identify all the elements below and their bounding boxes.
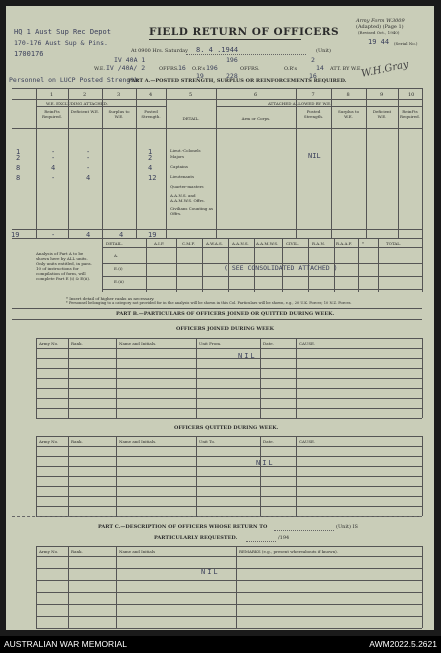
analysis-rule [102,247,422,248]
table-row-rule [36,358,422,359]
analysis-note: ( SEE CONSOLIDATED ATTACHED ) [224,264,338,272]
grid-line [331,88,332,238]
table-head: Name and Initials. [119,439,157,444]
column-number: 3 [117,92,121,98]
row-cell: - [51,148,56,156]
table-vline [116,338,117,418]
column-number: 1 [50,92,54,98]
detail-item: Quarter-masters [170,184,204,189]
table-rule [36,546,422,547]
table-row-rule [36,616,422,617]
row-cell: 2 [16,154,21,162]
table-vline [236,546,237,628]
table-vline [260,338,261,418]
grid-line [68,88,69,238]
part-c-unit-is: (Unit) IS [336,524,358,530]
row-cell: 1 [148,148,153,156]
serial-label: (Serial No.) [394,41,418,46]
analysis-row-rule [102,289,422,290]
row-cell: - [86,154,91,162]
analysis-label: Analysis of Part A to be shown here by ALL units. Only units entitled, in para. 10 of instructions for compilation of form, will complete Part E (i) & E(ii). [36,251,92,281]
row-cell: 12 [148,174,157,182]
table-vline [422,546,423,628]
joined-title: OFFICERS JOINED DURING WEEK [176,326,274,332]
analysis-vline [358,238,359,292]
joined-nil: NIL [238,352,257,360]
ors-label-2: O.R's [284,66,298,72]
table-row-rule [36,368,422,369]
quitted-title: OFFICERS QUITTED DURING WEEK. [174,425,279,431]
we-excluding-header: W.E. EXCLUDING ATTACHED. [46,101,109,106]
total-cell: 19 [148,231,157,239]
analysis-head: R.A.N. [312,241,325,246]
column-number: 4 [149,92,153,98]
table-vline [260,436,261,516]
table-row-rule [36,418,422,419]
table-head: Rank. [71,549,83,554]
part-c-rule [12,516,422,517]
analysis-vline [378,238,379,292]
ors-value-3: 2 [311,56,315,64]
row-cell: 1 [16,148,21,156]
grid-line [136,88,137,238]
table-head: CAUSE. [299,439,316,444]
typed-note: Personnel on LUCP Posted Strength [9,76,139,84]
table-row-rule [36,580,422,581]
analysis-row-rule [102,276,422,277]
table-row-rule [36,388,422,389]
table-vline [296,338,297,418]
analysis-vline [146,238,147,292]
analysis-head: TOTAL. [386,241,402,246]
row-cell: 2 [148,154,153,162]
table-head: Army No. [39,341,59,346]
offrs-label-2: OFFRS. [240,66,260,72]
col-head-rule [12,128,422,129]
table-head: Army No. [39,549,59,554]
att-value: 14 [316,64,324,72]
att-label: ATT. BY W.E. [330,66,363,72]
col-head: Deficient W.E. [372,109,392,119]
table-vline [296,436,297,516]
part-c-year: /194 [278,535,290,541]
table-row-rule [36,486,422,487]
analysis-head: C.M.F. [182,241,195,246]
we-label: W.E. [94,66,106,72]
table-row-rule [36,456,422,457]
offrs-label: OFFRS. [159,66,179,72]
grid-line [102,88,103,238]
part-a-top-rule [12,88,422,89]
table-vline [68,436,69,516]
total-cell: 19 [11,231,20,239]
grid-line [398,88,399,238]
table-head: CAUSE. [299,341,316,346]
analysis-head: CIVIL. [286,241,300,246]
table-row-rule [36,476,422,477]
table-rule [36,348,422,349]
part-c-unit-line [274,530,334,531]
we-value-2: IV /40A/ 2 [106,64,146,72]
column-number: 9 [380,92,384,98]
part-b-rule-2 [12,319,422,320]
table-rule [36,446,422,447]
total-cell: 4 [86,231,91,239]
ors-value-2: 228 [226,72,238,80]
grid-line [166,88,167,238]
footer-left: AUSTRALIAN WAR MEMORIAL [4,639,127,649]
grid-line [36,88,37,238]
table-vline [422,436,423,516]
col-head: Posted Strength. [141,109,161,119]
row-cell: 4 [86,174,91,182]
offrs-value: 16 [178,64,186,72]
table-row-rule [36,466,422,467]
table-row-rule [36,604,422,605]
archive-footer [0,636,441,653]
grid-line [422,88,423,238]
table-row-rule [36,408,422,409]
table-vline [68,338,69,418]
table-rule [36,556,422,557]
table-head: Rank. [71,439,83,444]
ors-label: O.R's [192,66,206,72]
table-row-rule [36,628,422,629]
form-title: FIELD RETURN OF OFFICERS [149,26,340,38]
totals-rule [12,229,422,230]
offrs-value-2: 19 [196,72,204,80]
col-head: Posted Strength. [303,109,324,119]
col-head: Deficient W.E. [70,109,100,114]
table-vline [36,338,37,418]
row-cell: - [86,164,91,172]
col-head: Reinf'ts Required. [42,109,62,119]
analysis-vline [202,238,203,292]
table-vline [196,436,197,516]
col-head: DETAIL. [182,116,200,121]
att-header-rule [216,106,422,107]
part-c-date-line [246,541,276,542]
detail-item: A.A.N.S. and A.A.M.W.S. Offrs. [170,193,205,203]
analysis-head: * [362,241,364,246]
table-vline [68,546,69,628]
col-head: Surplus to W.E. [338,109,359,119]
part-a-title: PART A.—POSTED STRENGTH, SURPLUS OR REINFORCEMENTS REQUIRED. [128,78,347,84]
analysis-row-label: A. [114,253,119,258]
form-number: Army Form W.3009 [356,18,405,24]
return-date: 8. 4 .1944 [196,46,239,54]
row-cell: - [86,148,91,156]
table-vline [422,338,423,418]
form-sheet [6,6,434,630]
detail-item: Lieutenants [170,174,195,179]
analysis-head: A.W.A.S. [206,241,223,246]
date-line [186,54,306,55]
form-adapted: (Adapted) (Page 1) [356,24,404,30]
table-row-rule [36,506,422,507]
row-cell: - [51,154,56,162]
footnote-2: * Personnel belonging to a category not provided for in the analysis will be shown in this Col. Particulars will be shown, e.g., 20 U.K. Forces; 10 N.Z. Forces. [66,301,352,305]
footer-right: AWM2022.5.2621 [369,639,437,649]
we-header-rule [36,106,166,107]
row-cell: 4 [51,164,56,172]
ors-value-4: 16 [309,72,317,80]
part-c-title: PART C.—DESCRIPTION OF OFFICERS WHOSE RETURN TO [98,524,268,530]
detail-item: Majors [170,154,185,159]
attached-allowed-header: ATTACHED ALLOWED BY W.E. [268,101,332,106]
col-head: Surplus to W.E. [108,109,130,119]
table-rule [36,436,422,437]
row-cell: 8 [16,164,21,172]
grid-line [366,88,367,238]
analysis-head: A.A.N.S. [232,241,249,246]
ors-value-1b: 196 [206,64,218,72]
table-head: Unit To. [199,439,216,444]
analysis-head: R.A.A.F. [336,241,353,246]
row-cell: 8 [16,174,21,182]
column-number: 5 [189,92,193,98]
signature: W.H.Gray [360,59,410,80]
unit-label: (Unit) [316,48,331,54]
we-value-1: IV 40A 1 [114,56,146,64]
part-c-nil: NIL [201,568,220,576]
table-vline [116,436,117,516]
form-revised: (Revised Oct., 1940) [358,30,400,35]
table-head: Rank. [71,341,83,346]
at-label: At 0900 Hrs. Saturday [131,48,188,54]
analysis-top-rule [12,238,422,239]
row-cell: - [51,174,56,182]
detail-item: Lieut.-Colonels [170,148,201,153]
column-number: 7 [311,92,315,98]
footnote-1: * Insert detail of higher ranks as necessary. [66,296,155,301]
column-number: 8 [346,92,350,98]
table-head: Name and Initials [119,549,156,554]
title-underline [149,39,301,40]
part-c-requested: PARTICULARLY REQUESTED. [154,535,238,541]
grid-line [296,88,297,238]
colnum-rule [12,99,422,100]
part-b-rule [12,308,422,309]
analysis-head: A.I.F. [154,241,165,246]
table-row-rule [36,592,422,593]
table-vline [36,436,37,516]
row-cell: 4 [148,164,153,172]
detail-item: Captains [170,164,188,169]
column-number: 2 [83,92,87,98]
table-row-rule [36,496,422,497]
analysis-head: A.A.M.W.S. [256,241,279,246]
table-row-rule [36,378,422,379]
total-cell: - [51,231,56,239]
analysis-row-label: E.(ii) [114,279,124,284]
column-number: 10 [408,92,415,98]
analysis-head: DETAIL. [106,241,123,246]
table-head: Name and Initials. [119,341,157,346]
column-number: 6 [254,92,258,98]
unit-line-1: HQ 1 Aust Sup Rec Depot [14,28,111,36]
serial-number: 19 44 [368,38,390,46]
analysis-vline [422,238,423,292]
unit-line-2: 170-176 Aust Sup & Pins. [14,39,108,47]
table-head: Date. [263,341,274,346]
col-head: Arm or Corps. [241,116,271,121]
table-vline [36,546,37,628]
table-head: REMARKS (e.g., present whereabouts if known). [239,549,338,554]
table-head: Date. [263,439,274,444]
analysis-row-label: E.(i) [114,266,123,271]
attached-nil: NIL [308,152,321,160]
analysis-vline [176,238,177,292]
table-vline [116,546,117,628]
table-head: Army No. [39,439,59,444]
unit-line-3: 1700176 [14,50,44,58]
ors-value-1: 196 [226,56,238,64]
table-row-rule [36,568,422,569]
table-head: Unit From. [199,341,222,346]
analysis-vline [102,238,103,292]
col-head: Reinf'ts Required. [400,109,420,119]
detail-item: Civilians Counting as Offrs. [170,206,214,216]
grid-line [216,88,217,238]
table-rule [36,338,422,339]
total-cell: 4 [119,231,124,239]
table-row-rule [36,398,422,399]
table-vline [196,338,197,418]
part-b-title: PART B.—PARTICULARS OF OFFICERS JOINED OR QUITTED DURING WEEK. [116,311,335,317]
quitted-nil: NIL [256,459,275,467]
